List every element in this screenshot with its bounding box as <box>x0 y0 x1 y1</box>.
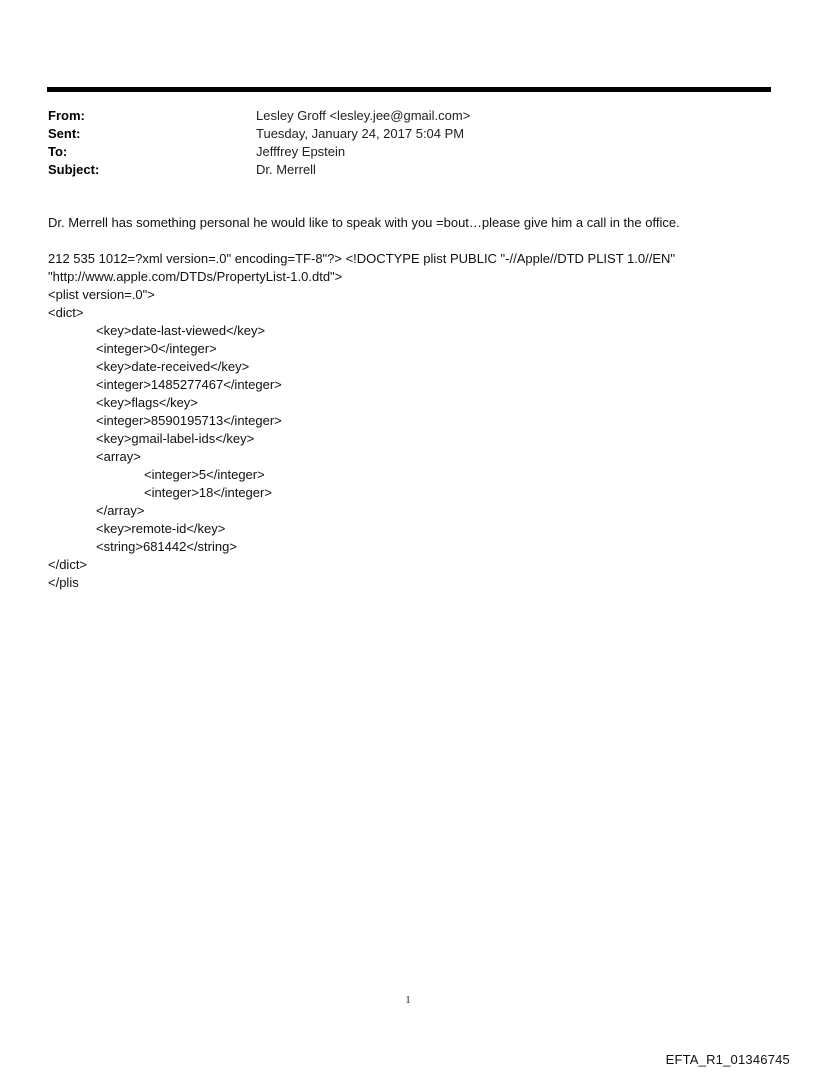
email-header <box>48 107 768 179</box>
sent-label: Sent: <box>48 126 81 141</box>
plist-line: <integer>18</integer> <box>144 485 272 500</box>
to-label: To: <box>48 144 68 159</box>
subject-label: Subject: <box>48 162 100 177</box>
page-number: 1 <box>405 994 411 1006</box>
plist-block <box>48 250 778 592</box>
plist-line: <key>flags</key> <box>96 395 198 410</box>
header-divider <box>47 87 771 92</box>
plist-line: </plis <box>48 575 79 590</box>
plist-line: 212 535 1012=?xml version=.0" encoding=TF-8"?> <!DOCTYPE plist PUBLIC "-//Apple//DTD PLIST 1.0//EN" <box>48 251 675 266</box>
subject-row <box>48 161 768 179</box>
from-label: From: <box>48 108 85 123</box>
to-row <box>48 143 768 161</box>
plist-line: <key>gmail-label-ids</key> <box>96 431 255 446</box>
plist-line: <string>681442</string> <box>96 539 237 554</box>
plist-line: <integer>8590195713</integer> <box>96 413 282 428</box>
plist-line: <key>date-last-viewed</key> <box>96 323 266 338</box>
email-body <box>48 214 778 592</box>
plist-line: </dict> <box>48 557 88 572</box>
sent-row <box>48 125 768 143</box>
plist-line: "http://www.apple.com/DTDs/PropertyList-1.0.dtd"> <box>48 269 343 284</box>
plist-line: <array> <box>96 449 141 464</box>
plist-line: <plist version=.0"> <box>48 287 155 302</box>
plist-line: <dict> <box>48 305 84 320</box>
to-value: Jefffrey Epstein <box>256 144 346 159</box>
document-id: EFTA_R1_01346745 <box>665 1052 790 1067</box>
message-text: Dr. Merrell has something personal he would like to speak with you =bout…please give him a call in the office. <box>48 215 680 230</box>
from-value: Lesley Groff <lesley.jee@gmail.com> <box>256 108 471 123</box>
plist-line: <integer>5</integer> <box>144 467 265 482</box>
plist-line: </array> <box>96 503 145 518</box>
sent-value: Tuesday, January 24, 2017 5:04 PM <box>256 126 465 141</box>
from-row <box>48 107 768 125</box>
plist-line: <integer>0</integer> <box>96 341 217 356</box>
subject-value: Dr. Merrell <box>256 162 316 177</box>
plist-line: <integer>1485277467</integer> <box>96 377 282 392</box>
plist-line: <key>date-received</key> <box>96 359 250 374</box>
plist-line: <key>remote-id</key> <box>96 521 226 536</box>
